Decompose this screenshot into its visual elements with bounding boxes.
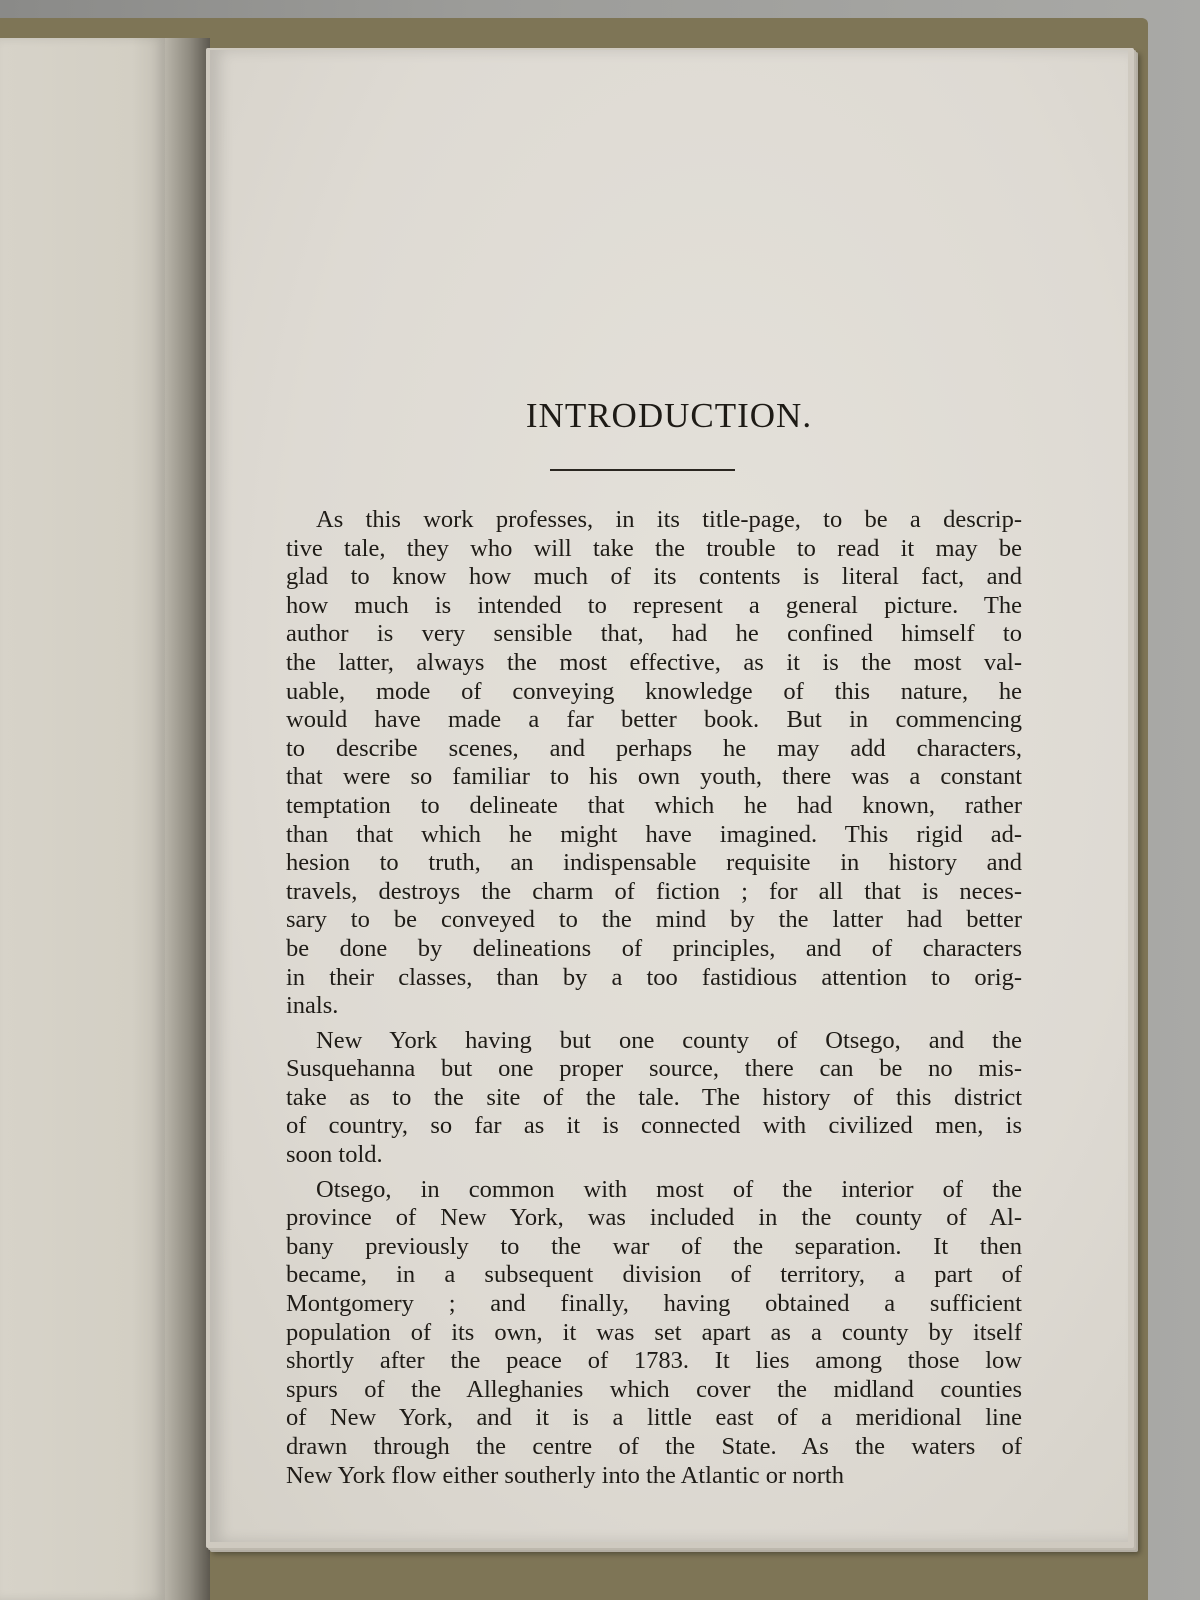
text-line: inals. <box>286 992 339 1020</box>
paragraph <box>286 1176 1022 1491</box>
text-line: population of its own, it was set apart as a county by itself <box>286 1318 1022 1346</box>
text-line: became, in a subsequent division of territory, a part of <box>286 1261 1022 1289</box>
text-line: the latter, always the most effective, as it is the most val- <box>286 648 1022 676</box>
text-line: tive tale, they who will take the trouble to read it may be <box>286 534 1022 562</box>
text-line: that were so familiar to his own youth, there was a constant <box>286 763 1022 791</box>
text-line: than that which he might have imagined. This rigid ad- <box>286 820 1022 848</box>
book-gutter <box>165 38 210 1600</box>
text-line: province of New York, was included in the county of Al- <box>286 1204 1022 1232</box>
left-flyleaf-page <box>0 38 165 1600</box>
text-line: glad to know how much of its contents is literal fact, and <box>286 563 1022 591</box>
text-line: New York having but one county of Otsego, and the <box>316 1026 1022 1054</box>
page-heading: INTRODUCTION. <box>525 396 813 435</box>
text-line: spurs of the Alleghanies which cover the midland counties <box>286 1375 1022 1403</box>
text-line: in their classes, than by a too fastidious attention to orig- <box>286 963 1022 991</box>
text-line: travels, destroys the charm of fiction ; for all that is neces- <box>286 877 1022 905</box>
text-line: sary to be conveyed to the mind by the latter had better <box>286 906 1022 934</box>
text-line: would have made a far better book. But in commencing <box>286 706 1022 734</box>
text-line: be done by delineations of principles, and of characters <box>286 934 1022 962</box>
text-line: Montgomery ; and finally, having obtained a sufficient <box>286 1290 1022 1318</box>
text-line: Otsego, in common with most of the interior of the <box>316 1175 1022 1203</box>
paragraph <box>286 506 1022 1021</box>
book-page <box>210 50 1128 1542</box>
text-line: Susquehanna but one proper source, there can be no mis- <box>286 1055 1022 1083</box>
paragraph <box>286 1027 1022 1170</box>
body-text <box>286 506 1022 1496</box>
text-line: uable, mode of conveying knowledge of this nature, he <box>286 677 1022 705</box>
text-line: to describe scenes, and perhaps he may add characters, <box>286 734 1022 762</box>
text-line: shortly after the peace of 1783. It lies among those low <box>286 1347 1022 1375</box>
text-line: of country, so far as it is connected with civilized men, is <box>286 1112 1022 1140</box>
text-line: hesion to truth, an indispensable requisite in history and <box>286 849 1022 877</box>
text-line: New York flow either southerly into the Atlantic or north <box>286 1461 844 1489</box>
text-line: how much is intended to represent a general picture. The <box>286 591 1022 619</box>
text-line: temptation to delineate that which he had known, rather <box>286 791 1022 819</box>
heading-rule <box>550 469 735 471</box>
text-line: of New York, and it is a little east of a meridional line <box>286 1404 1022 1432</box>
text-line: As this work professes, in its title-page, to be a descrip- <box>316 506 1022 533</box>
text-line: soon told. <box>286 1141 383 1169</box>
text-line: bany previously to the war of the separation. It then <box>286 1232 1022 1260</box>
text-line: drawn through the centre of the State. As the waters of <box>286 1433 1022 1460</box>
text-line: take as to the site of the tale. The history of this district <box>286 1083 1022 1111</box>
text-line: author is very sensible that, had he confined himself to <box>286 620 1022 648</box>
